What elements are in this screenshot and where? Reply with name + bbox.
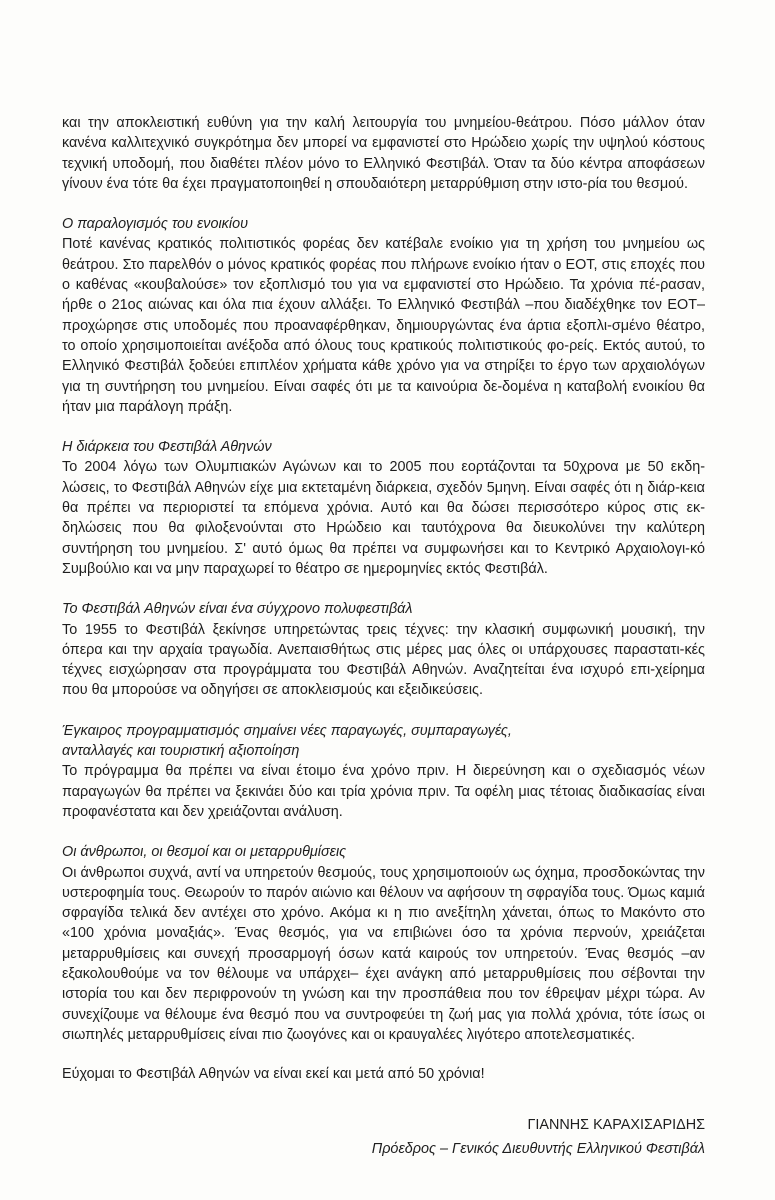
section-heading: Έγκαιρος προγραμματισμός σημαίνει νέες παραγωγές, συμπαραγωγές, ανταλλαγές και τουριστική αξιοποίηση [62,722,512,760]
section-heading: Οι άνθρωποι, οι θεσμοί και οι μεταρρυθμίσεις [62,844,347,861]
section-heading: Η διάρκεια του Φεστιβάλ Αθηνών [62,439,272,456]
section-heading: Το Φεστιβάλ Αθηνών είναι ένα σύγχρονο πολυφεστιβάλ [62,601,413,618]
section-paragraph: Οι άνθρωποι συχνά, αντί να υπηρετούν θεσμούς, τους χρησιμοποιούν ως όχημα, προσδοκώντας την υστεροφημία τους. Θεωρούν το παρόν αιώνιο και θέλουν να αφήσουν τη σφραγίδα τους. Όμως καμιά σφραγίδα τελικά δεν αντέχει στο χρόνο. Ακόμα κι η πιο ανεξίτηλη χάνεται, όπως το Μακόντο στο «100 χρόνια μοναξιάς». Ένας θεσμός, για να επιβιώνει όσο τα χρόνια περνούν, χρειάζεται μεταρρυθμίσεις και συνεχή προσαρμογή όσων κατά καιρούς τον υπηρετούν. Ένας θεσμός –αν εξακολουθούμε να τον θέλουμε να υπάρχει– έχει ανάγκη από μεταρρυθμίσεις που σέβονται την ιστορία του και δεν περιφρονούν τη γνώση και την προσπάθεια που τον έθρεψαν μέχρι τώρα. Αν συνεχίζουμε να θέλουμε ένα θεσμό που να συντροφεύει τη ζωή μας για πολλά χρόνια, τότε ίσως οι σιωπηλές μεταρρυθμίσεις είναι πιο ζωογόνες και οι κραυγαλέες λιγότερο αποτελεσματικές. [62,864,705,1043]
closing-sentence: Εύχομαι το Φεστιβάλ Αθηνών να είναι εκεί και μετά από 50 χρόνια! [62,1066,485,1083]
signature-name: ΓΙΑΝΝΗΣ ΚΑΡΑΧΙΣΑΡΙΔΗΣ [527,1117,705,1133]
section-people [62,842,705,1045]
section-paragraph: Το 2004 λόγω των Ολυμπιακών Αγώνων και το 2005 που εορτάζονται τα 50χρονα με 50 εκδη-λώσεις, το Φεστιβάλ Αθηνών είχε μια εκτεταμένη διάρκεια, σχεδόν 5μηνη. Είναι σαφές ότι η διάρ-κεια θα πρέπει να περιοριστεί τα επόμενα χρόνια. Αυτό και θα δώσει περισσότερο κύρος στις εκ-δηλώσεις που θα φιλοξενούνται στο Ηρώδειο και ταυτόχρονα θα διευκολύνει την καλύτερη συντήρηση του μνημείου. Σ' αυτό όμως θα πρέπει να συμφωνήσει και το Κεντρικό Αρχαιολογι-κό Συμβούλιο και να μην παραχωρεί το θέατρο σε ημερομηνίες εκτός Φεστιβάλ. [62,459,705,577]
section-duration [62,437,705,579]
section-paragraph: Το πρόγραμμα θα πρέπει να είναι έτοιμο ένα χρόνο πριν. Η διερεύνηση και ο σχεδιασμός νέων παραγωγών θα πρέπει να ξεκινάει δύο και τρία χρόνια πριν. Τα οφέλη μιας τέτοιας διαδικασίας είναι προφανέστατα και δεν χρειάζονται ανάλυση. [62,763,705,820]
section-polyfestival [62,599,705,700]
section-programming [62,721,705,822]
section-heading: Ο παραλογισμός του ενοικίου [62,216,248,233]
intro-paragraph: και την αποκλειστική ευθύνη για την καλή λειτουργία του μνημείου-θεάτρου. Πόσο μάλλον όταν κανένα καλλιτεχνικό συγκρότημα δεν μπορεί να εμφανιστεί στο Ηρώδειο χωρίς την υψηλού κόστους τεχνική υποδομή, που διαθέτει πλέον μόνο το Ελληνικό Φεστιβάλ. Όταν τα δύο κέντρα αποφάσεων γίνουν ένα τότε θα έχει πραγματοποιηθεί η σπουδαιότερη μεταρρύθμιση στην ιστο-ρία του θεσμού. [62,115,705,192]
signature-role: Πρόεδρος – Γενικός Διευθυντής Ελληνικού Φεστιβάλ [371,1141,705,1157]
signature-block [372,1113,705,1161]
section-rent [62,214,705,417]
article-body [62,113,705,1084]
section-paragraph: Το 1955 το Φεστιβάλ ξεκίνησε υπηρετώντας τρεις τέχνες: την κλασική συμφωνική μουσική, την όπερα και την αρχαία τραγωδία. Ανεπαισθήτως στις μέρες μας όλες οι υπάρχουσες παραστατι-κές τέχνες εισχώρησαν στα προγράμματα του Φεστιβάλ Αθηνών. Αναζητείται ένα ισχυρό επι-χείρημα που θα μπορούσε να οδηγήσει σε αποκλεισμούς και εξειδικεύσεις. [62,621,705,699]
section-paragraph: Ποτέ κανένας κρατικός πολιτιστικός φορέας δεν κατέβαλε ενοίκιο για τη χρήση του μνημείου ως θεάτρου. Στο παρελθόν ο μόνος κρατικός φορέας που πλήρωνε ενοίκιο ήταν ο ΕΟΤ, στις εποχές που ο καθένας «κουβαλούσε» τον εξοπλισμό του για να εμφανιστεί στο Ηρώδειο. Τα χρόνια πέ-ρασαν, ήρθε ο 21ος αιώνας και όλα πια έχουν αλλάξει. Το Ελληνικό Φεστιβάλ –που διαδέχθηκε τον ΕΟΤ– προχώρησε στις υποδομές που προαναφέρθηκαν, δημιουργώντας ένα άρτια εξοπλι-σμένο θέατρο, το οποίο χρησιμοποιείται ανέξοδα από όλους τους κρατικούς πολιτιστικούς φο-ρείς. Εκτός αυτού, το Ελληνικό Φεστιβάλ ξοδεύει επιπλέον χρήματα κάθε χρόνο για να στηρίξει το έργο των αρχαιολόγων για τη συντήρηση του μνημείου. Είναι σαφές ότι με τα καινούρια δε-δομένα η καταβολή ενοικίου θα ήταν μια παράλογη πράξη. [62,236,705,415]
